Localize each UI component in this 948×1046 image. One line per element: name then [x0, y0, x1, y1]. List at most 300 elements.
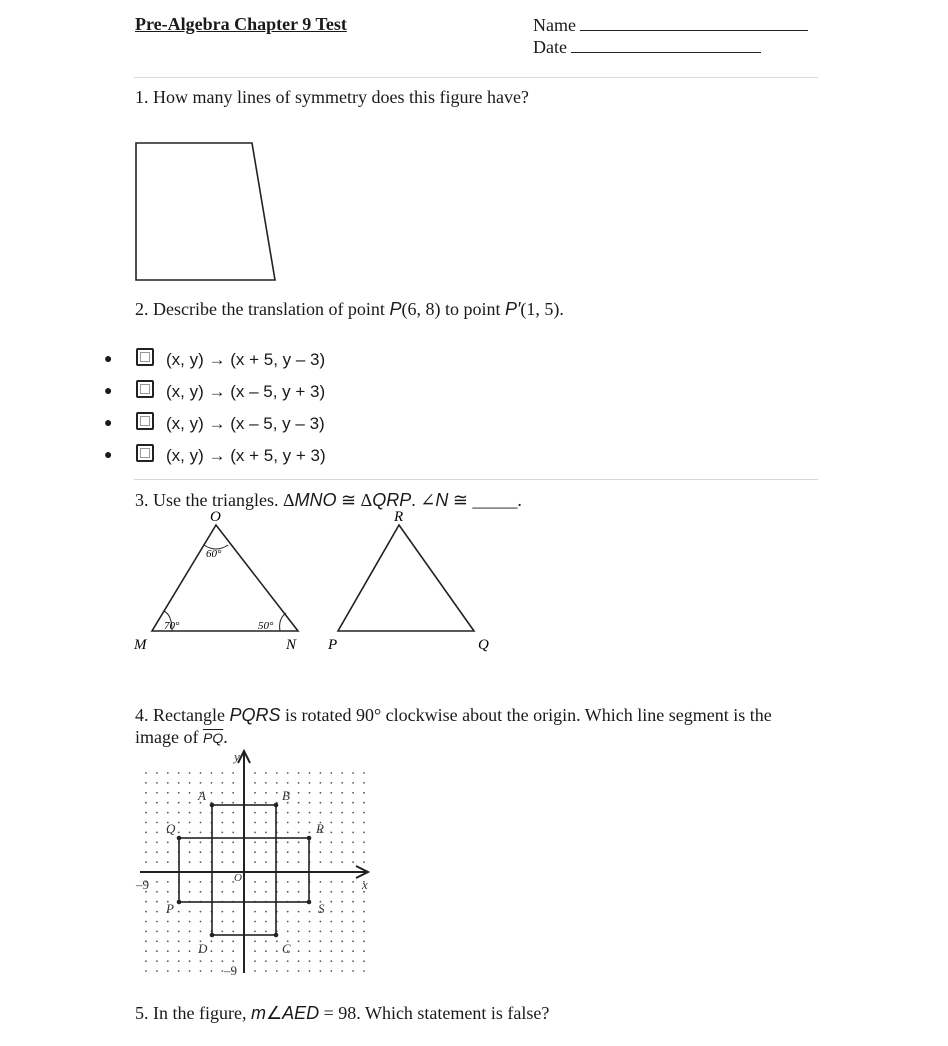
grid-dot	[145, 911, 147, 913]
grid-dot	[320, 792, 322, 794]
grid-dot	[156, 901, 158, 903]
grid-dot	[298, 970, 300, 972]
grid-dot	[254, 921, 256, 923]
grid-dot	[221, 841, 223, 843]
grid-dot	[156, 861, 158, 863]
grid-dot	[287, 851, 289, 853]
grid-dot	[341, 911, 343, 913]
grid-dot	[363, 861, 365, 863]
grid-dot	[178, 960, 180, 962]
grid-dot	[298, 931, 300, 933]
grid-dot	[221, 911, 223, 913]
grid-dot	[156, 802, 158, 804]
grid-dot	[232, 812, 234, 814]
grid-dot	[156, 841, 158, 843]
q4-segment: $\overline{PQ}$	[202, 730, 224, 746]
grid-dot	[232, 822, 234, 824]
grid-dot	[309, 822, 311, 824]
grid-dot	[298, 921, 300, 923]
grid-dot	[156, 792, 158, 794]
grid-dot	[320, 931, 322, 933]
q2-choice-b-text: (x, y) → (x – 5, y + 3)	[166, 382, 326, 401]
grid-dot	[298, 841, 300, 843]
radio-button[interactable]	[136, 444, 154, 462]
q2-choice-d-text: (x, y) → (x + 5, y + 3)	[166, 446, 326, 465]
grid-dot	[352, 940, 354, 942]
grid-dot	[167, 772, 169, 774]
grid-dot	[167, 970, 169, 972]
grid-dot	[309, 832, 311, 834]
grid-dot	[309, 970, 311, 972]
q4-rect-name: PQRS	[229, 705, 281, 725]
grid-dot	[287, 861, 289, 863]
angle-label-n: 50°	[258, 620, 274, 632]
grid-dot	[232, 792, 234, 794]
grid-dot	[287, 891, 289, 893]
triangle-qrp	[338, 525, 474, 631]
triangle-mno	[152, 525, 298, 631]
grid-dot	[200, 832, 202, 834]
grid-dot	[211, 792, 213, 794]
q3-answer-blank[interactable]: _____.	[472, 490, 522, 510]
grid-dot	[298, 891, 300, 893]
grid-dot	[352, 960, 354, 962]
vertex-label-r: R	[394, 509, 404, 525]
grid-dot	[232, 772, 234, 774]
grid-dot	[298, 851, 300, 853]
vertex-label-p: P	[328, 637, 338, 653]
grid-dot	[232, 960, 234, 962]
bullet: ●	[104, 384, 113, 399]
grid-dot	[287, 782, 289, 784]
grid-dot	[221, 960, 223, 962]
grid-dot	[330, 832, 332, 834]
grid-dot	[221, 851, 223, 853]
grid-dot	[211, 782, 213, 784]
grid-dot	[232, 782, 234, 784]
grid-dot	[363, 832, 365, 834]
grid-dot	[167, 950, 169, 952]
grid-dot	[298, 940, 300, 942]
grid-dot	[265, 861, 267, 863]
grid-dot	[156, 881, 158, 883]
grid-dot	[189, 802, 191, 804]
grid-dot	[309, 950, 311, 952]
q3-text: 3. Use the triangles. Δ	[135, 490, 295, 510]
page-title: Pre-Algebra Chapter 9 Test	[135, 14, 347, 34]
grid-dot	[330, 772, 332, 774]
grid-dot	[156, 832, 158, 834]
grid-dot	[189, 772, 191, 774]
grid-dot	[156, 970, 158, 972]
grid-dot	[178, 822, 180, 824]
angle-label-o: 60°	[206, 548, 222, 560]
y-axis-label: y	[234, 749, 240, 764]
grid-dot	[254, 911, 256, 913]
grid-dot	[320, 851, 322, 853]
grid-dot	[221, 792, 223, 794]
grid-dot	[211, 940, 213, 942]
grid-dot	[221, 782, 223, 784]
q5-text-post: = 98. Which statement is false?	[319, 1003, 550, 1023]
grid-dot	[254, 950, 256, 952]
grid-dot	[178, 792, 180, 794]
q2-coords-p: (6, 8) to point	[401, 299, 505, 319]
grid-dot	[341, 881, 343, 883]
grid-dot	[178, 950, 180, 952]
grid-dot	[341, 931, 343, 933]
grid-dot	[330, 901, 332, 903]
grid-dot	[298, 792, 300, 794]
grid-dot	[287, 931, 289, 933]
grid-dot	[309, 940, 311, 942]
grid-dot	[211, 950, 213, 952]
date-blank[interactable]	[571, 36, 761, 53]
grid-dot	[254, 970, 256, 972]
grid-dot	[167, 802, 169, 804]
grid-dot	[320, 940, 322, 942]
x-axis-label: x	[362, 877, 368, 892]
grid-dot	[298, 812, 300, 814]
radio-button[interactable]	[136, 412, 154, 430]
grid-dot	[156, 950, 158, 952]
grid-dot	[265, 931, 267, 933]
grid-dot	[145, 841, 147, 843]
grid-dot	[330, 782, 332, 784]
grid-dot	[320, 891, 322, 893]
grid-dot	[145, 931, 147, 933]
grid-dot	[200, 881, 202, 883]
grid-dot	[330, 822, 332, 824]
grid-dot	[145, 861, 147, 863]
grid-dot	[276, 792, 278, 794]
grid-dot	[189, 960, 191, 962]
grid-dot	[254, 931, 256, 933]
grid-dot	[363, 960, 365, 962]
grid-dot	[363, 792, 365, 794]
grid-dot	[320, 881, 322, 883]
grid-dot	[200, 782, 202, 784]
date-field	[533, 36, 761, 58]
grid-dot	[200, 960, 202, 962]
grid-dot	[276, 782, 278, 784]
grid-dot	[330, 802, 332, 804]
q4-text: 4. Rectangle	[135, 705, 230, 725]
grid-dot	[232, 802, 234, 804]
grid-dot	[265, 812, 267, 814]
grid-dot	[363, 901, 365, 903]
grid-dot	[320, 802, 322, 804]
grid-dot	[211, 970, 213, 972]
grid-dot	[341, 921, 343, 923]
grid-dot	[330, 812, 332, 814]
grid-dot	[178, 931, 180, 933]
q3-angle-n: N	[435, 490, 449, 510]
grid-dot	[221, 891, 223, 893]
grid-dot	[145, 782, 147, 784]
grid-dot	[330, 940, 332, 942]
grid-dot	[145, 960, 147, 962]
grid-dot	[330, 891, 332, 893]
grid-dot	[363, 841, 365, 843]
grid-dot	[352, 891, 354, 893]
grid-dot	[352, 950, 354, 952]
grid-dot	[352, 851, 354, 853]
grid-dot	[167, 782, 169, 784]
grid-dot	[254, 822, 256, 824]
q3-congruent-2: ≅	[448, 490, 473, 510]
grid-dot	[287, 841, 289, 843]
grid-dot	[320, 970, 322, 972]
grid-dot	[265, 822, 267, 824]
point-label-q: Q	[166, 821, 176, 836]
grid-dot	[309, 960, 311, 962]
grid-dot	[341, 891, 343, 893]
grid-dot	[221, 802, 223, 804]
grid-dot	[232, 851, 234, 853]
grid-dot	[221, 832, 223, 834]
grid-dot	[145, 901, 147, 903]
radio-button[interactable]	[136, 348, 154, 366]
grid-dot	[254, 792, 256, 794]
grid-dot	[167, 931, 169, 933]
grid-dot	[298, 832, 300, 834]
grid-dot	[167, 812, 169, 814]
grid-dot	[145, 792, 147, 794]
grid-dot	[341, 940, 343, 942]
grid-dot	[265, 851, 267, 853]
vertex-label-q: Q	[478, 637, 489, 653]
grid-dot	[200, 931, 202, 933]
grid-dot	[341, 950, 343, 952]
q2-coords-p-prime: (1, 5).	[520, 299, 564, 319]
grid-dot	[156, 851, 158, 853]
grid-dot	[189, 792, 191, 794]
grid-dot	[265, 891, 267, 893]
grid-dot	[232, 931, 234, 933]
grid-dot	[287, 812, 289, 814]
point-label-c: C	[282, 941, 291, 956]
trapezoid-figure	[130, 138, 285, 286]
grid-dot	[254, 881, 256, 883]
grid-dot	[167, 960, 169, 962]
grid-dot	[200, 841, 202, 843]
grid-dot	[145, 851, 147, 853]
grid-dot	[232, 861, 234, 863]
grid-dot	[189, 782, 191, 784]
grid-dot	[352, 812, 354, 814]
grid-dot	[156, 772, 158, 774]
grid-dot	[265, 792, 267, 794]
grid-dot	[189, 841, 191, 843]
grid-dot	[309, 931, 311, 933]
q2-prompt-text: 2. Describe the translation of point	[135, 299, 390, 319]
bullet: ●	[104, 352, 113, 367]
grid-dot	[145, 921, 147, 923]
grid-dot	[254, 802, 256, 804]
grid-dot	[200, 812, 202, 814]
angle-label-m: 70°	[164, 620, 180, 632]
grid-dot	[330, 851, 332, 853]
grid-dot	[276, 970, 278, 972]
grid-dot	[167, 940, 169, 942]
grid-dot	[265, 802, 267, 804]
grid-dot	[363, 931, 365, 933]
grid-dot	[363, 911, 365, 913]
grid-dot	[330, 841, 332, 843]
grid-dot	[287, 832, 289, 834]
grid-dot	[298, 772, 300, 774]
grid-dot	[309, 802, 311, 804]
grid-dot	[156, 812, 158, 814]
grid-dot	[298, 950, 300, 952]
grid-dot	[330, 861, 332, 863]
grid-dot	[265, 782, 267, 784]
grid-dot	[167, 891, 169, 893]
grid-dot	[298, 802, 300, 804]
grid-dot	[232, 841, 234, 843]
grid-dot	[276, 950, 278, 952]
grid-dot	[265, 950, 267, 952]
grid-dot	[200, 772, 202, 774]
grid-dot	[145, 970, 147, 972]
bullet: ●	[104, 448, 113, 463]
grid-dot	[232, 950, 234, 952]
grid-dot	[178, 921, 180, 923]
angle-arc-n	[280, 613, 286, 631]
point-label-a: A	[198, 788, 206, 803]
grid-dot	[341, 792, 343, 794]
grid-dot	[221, 921, 223, 923]
grid-dot	[265, 772, 267, 774]
grid-dot	[254, 891, 256, 893]
grid-dot	[352, 792, 354, 794]
grid-dot	[232, 940, 234, 942]
q5-expression: m∠AED	[250, 1003, 320, 1023]
radio-button[interactable]	[136, 380, 154, 398]
grid-dot	[341, 772, 343, 774]
grid-dot	[189, 851, 191, 853]
grid-dot	[189, 891, 191, 893]
grid-dot	[352, 782, 354, 784]
question-5-prompt	[135, 1003, 549, 1024]
grid-dot	[341, 832, 343, 834]
vertex-label-n: N	[286, 637, 297, 653]
grid-dot	[221, 822, 223, 824]
grid-dot	[265, 832, 267, 834]
origin-label: O	[234, 872, 242, 884]
q4-period: .	[223, 727, 228, 747]
grid-dot	[156, 891, 158, 893]
grid-dot	[189, 881, 191, 883]
grid-dot	[167, 921, 169, 923]
name-label: Name	[533, 15, 576, 35]
q2-choice-c-text: (x, y) → (x – 5, y – 3)	[166, 414, 325, 433]
grid-dot	[254, 812, 256, 814]
grid-dot	[330, 931, 332, 933]
grid-dot	[178, 772, 180, 774]
point-label-p: P	[166, 901, 174, 916]
grid-dot	[232, 911, 234, 913]
grid-dot	[352, 841, 354, 843]
q4-text-post: is rotated 90° clockwise about the origin. Which line segment is the	[280, 705, 772, 725]
grid-dot	[232, 832, 234, 834]
grid-dot	[221, 940, 223, 942]
grid-dot	[320, 782, 322, 784]
x-min-label: –9	[136, 877, 149, 892]
grid-dot	[189, 950, 191, 952]
divider	[134, 479, 818, 480]
grid-dot	[200, 822, 202, 824]
grid-dot	[330, 921, 332, 923]
grid-dot	[352, 921, 354, 923]
grid-dot	[254, 851, 256, 853]
grid-dot	[298, 911, 300, 913]
grid-dot	[330, 970, 332, 972]
grid-dot	[330, 950, 332, 952]
grid-dot	[189, 861, 191, 863]
grid-dot	[341, 851, 343, 853]
name-field	[533, 14, 808, 36]
grid-dot	[352, 931, 354, 933]
grid-dot	[330, 911, 332, 913]
grid-dot	[276, 772, 278, 774]
grid-dot	[221, 881, 223, 883]
grid-dot	[352, 881, 354, 883]
grid-dot	[276, 940, 278, 942]
grid-dot	[298, 960, 300, 962]
grid-dot	[189, 911, 191, 913]
grid-dot	[352, 970, 354, 972]
point-label-b: B	[282, 788, 290, 803]
grid-dot	[254, 782, 256, 784]
grid-dot	[320, 841, 322, 843]
grid-dot	[189, 921, 191, 923]
grid-dot	[298, 861, 300, 863]
grid-dot	[363, 950, 365, 952]
grid-dot	[287, 921, 289, 923]
grid-dot	[145, 772, 147, 774]
vertex-label-m: M	[134, 637, 147, 653]
grid-dot	[167, 841, 169, 843]
grid-dot	[265, 921, 267, 923]
grid-dot	[363, 940, 365, 942]
grid-dot	[178, 911, 180, 913]
q2-point-p: P	[389, 299, 402, 319]
grid-dot	[265, 841, 267, 843]
grid-dot	[276, 960, 278, 962]
bullet: ●	[104, 416, 113, 431]
grid-dot	[211, 960, 213, 962]
grid-dot	[200, 911, 202, 913]
grid-dot	[352, 911, 354, 913]
grid-dot	[178, 782, 180, 784]
grid-dot	[167, 881, 169, 883]
name-blank[interactable]	[580, 14, 808, 31]
grid-dot	[189, 812, 191, 814]
q3-congruent: ≅ Δ	[336, 490, 373, 510]
grid-dot	[352, 822, 354, 824]
grid-dot	[156, 931, 158, 933]
grid-dot	[156, 940, 158, 942]
grid-dot	[167, 792, 169, 794]
grid-dot	[232, 891, 234, 893]
divider	[134, 77, 818, 78]
grid-dot	[309, 782, 311, 784]
grid-dot	[341, 812, 343, 814]
grid-dot	[156, 911, 158, 913]
grid-dot	[287, 772, 289, 774]
